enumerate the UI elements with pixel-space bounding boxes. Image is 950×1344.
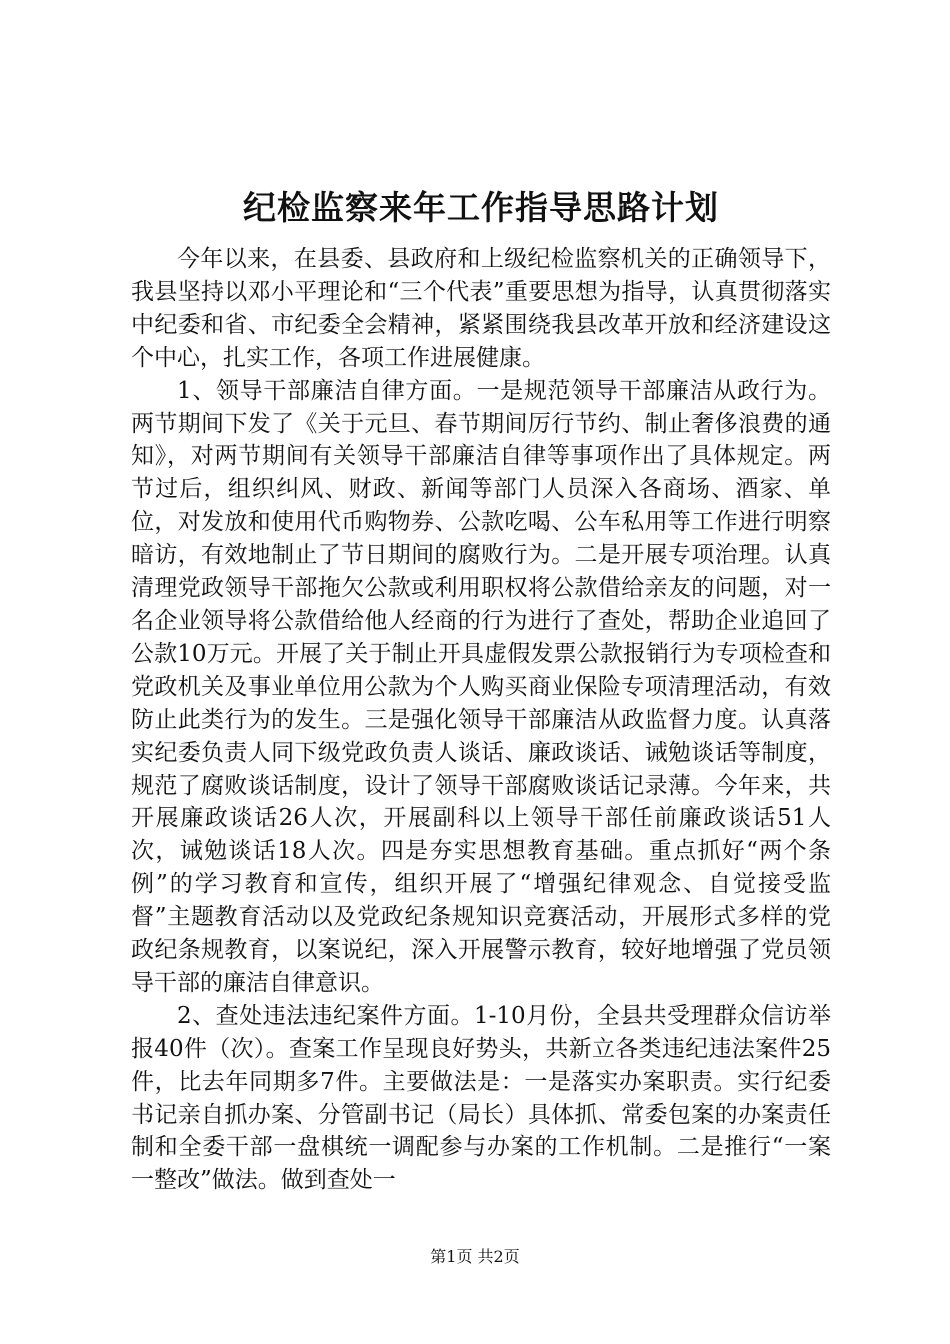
paragraph-self-discipline: 1、领导干部廉洁自律方面。一是规范领导干部廉洁从政行为。两节期间下发了《关于元旦、春节期间厉行节约、制止奢侈浪费的通知》，对两节期间有关领导干部廉洁自律等事项作出了具体规定。两节过后，组织纠风、财政、新闻等部门人员深入各商场、酒家、单位，对发放和使用代币购物券、公款吃喝、公车私用等工作进行明察暗访，有效地制止了节日期间的腐败行为。二是开展专项治理。认真清理党政领导干部拖欠公款或利用职权将公款借给亲友的问题，对一名企业领导将公款借给他人经商的行为进行了查处，帮助企业追回了公款10万元。开展了关于制止开具虚假发票公款报销行为专项检查和党政机关及事业单位用公款为个人购买商业保险专项清理活动，有效防止此类行为的发生。三是强化领导干部廉洁从政监督力度。认真落实纪委负责人同下级党政负责人谈话、廉政谈话、诫勉谈话等制度，规范了腐败谈话制度，设计了领导干部腐败谈话记录薄。今年来，共开展廉政谈话26人次，开展副科以上领导干部任前廉政谈话51人次，诫勉谈话18人次。四是夯实思想教育基础。重点抓好“两个条例”的学习教育和宣传，组织开展了“增强纪律观念、自觉接受监督”主题教育活动以及党政纪条规知识竞赛活动，开展形式多样的党政纪条规教育，以案说纪，深入开展警示教育，较好地增强了党员领导干部的廉洁自律意识。 (131, 377, 831, 996)
document-page (131, 185, 831, 1197)
paragraph-intro: 今年以来，在县委、县政府和上级纪检监察机关的正确领导下，我县坚持以邓小平理论和“三个代表”重要思想为指导，认真贯彻落实中纪委和省、市纪委全会精神，紧紧围绕我县改革开放和经济建设这个中心，扎实工作，各项工作进展健康。 (131, 246, 831, 371)
paragraph-case-handling: 2、查处违法违纪案件方面。1-10月份，全县共受理群众信访举报40件（次）。查案工作呈现良好势头，共新立各类违纪违法案件25件，比去年同期多7件。主要做法是：一是落实办案职责。实行纪委书记亲自抓办案、分管副书记（局长）具体抓、常委包案的办案责任制和全委干部一盘棋统一调配参与办案的工作机制。二是推行“一案一整改”做法。做到查处一 (131, 1002, 831, 1194)
page-footer: 第1页 共2页 (430, 1247, 520, 1266)
document-title: 纪检监察来年工作指导思路计划 (243, 188, 719, 227)
